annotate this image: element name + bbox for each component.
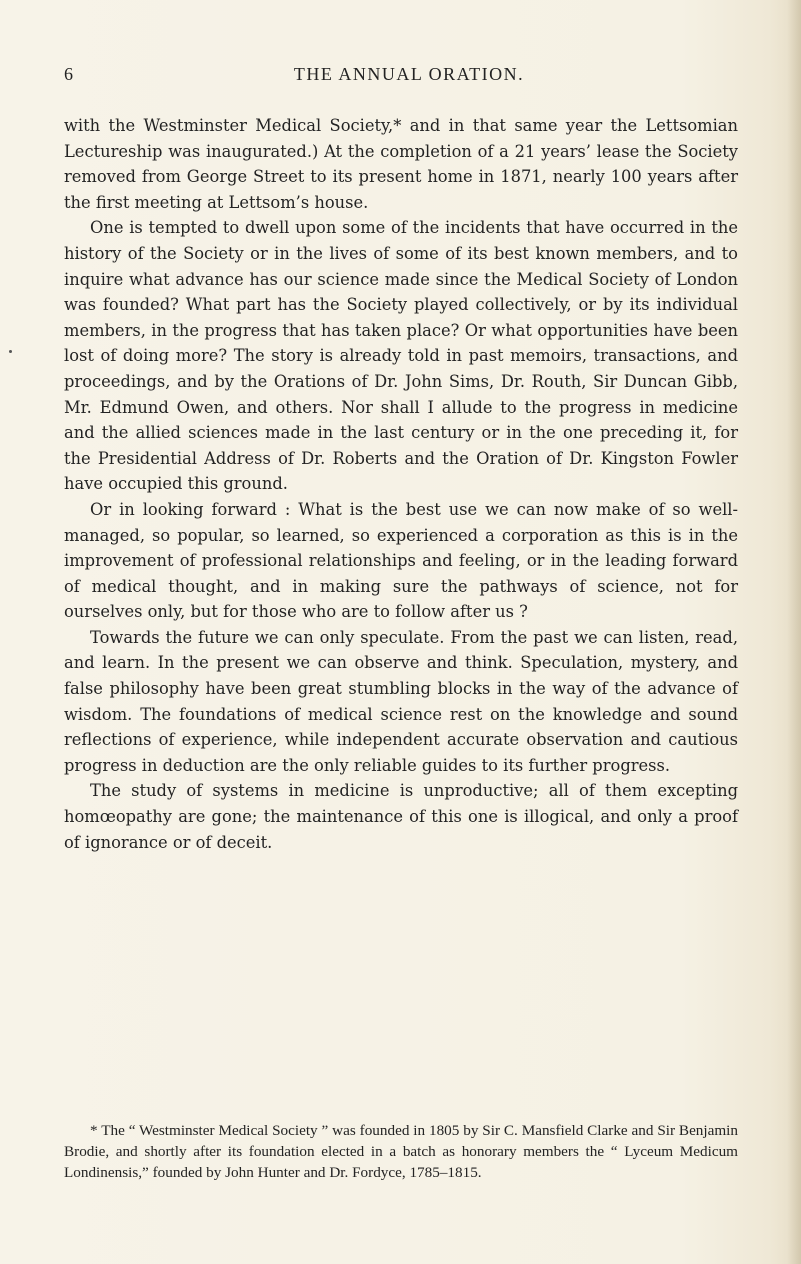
margin-mark [9, 350, 12, 353]
page-number: 6 [64, 64, 74, 84]
page-edge-shadow [787, 0, 801, 1264]
paragraph-4: Towards the future we can only speculate. From the past we can listen, read, and learn. In the present we can observe and think. Speculation, mystery, and false philosophy have been great stumbling blocks in the way of the advance of wisdom. The foundations of medical science rest on the knowledge and sound reflections of experience, while independent accurate observation and cautious progress in deduction are the only reliable guides to its further progress. [64, 627, 738, 775]
footnote: * The “ Westminster Medical Society ” was founded in 1805 by Sir C. Mansfield Clarke and Sir Benjamin Brodie, and shortly after its foundation elected in a batch as honorary members the “ Lyceum Medicum Londinensis,” founded by John Hunter and Dr. Fordyce, 1785–1815. [64, 1122, 738, 1182]
body-text [64, 113, 738, 855]
paragraph-2: One is tempted to dwell upon some of the incidents that have occurred in the history of the Society or in the lives of some of its best known members, and to inquire what advance has our science made since the Medical Society of London was founded? What part has the Society played collectively, or by its individual members, in the progress that has taken place? Or what opportunities have been lost of doing more? The story is already told in past memoirs, transactions, and proceedings, and by the Orations of Dr. John Sims, Dr. Routh, Sir Duncan Gibb, Mr. Edmund Owen, and others. Nor shall I allude to the progress in medicine and the allied sciences made in the last century or in the one preceding it, for the Presidential Address of Dr. Roberts and the Oration of Dr. Kingston Fowler have occupied this ground. [64, 218, 738, 494]
running-head: THE ANNUAL ORATION. [293, 64, 525, 84]
page-header [64, 64, 754, 94]
paragraph-5: The study of systems in medicine is unproductive; all of them excepting homœopathy are gone; the maintenance of this one is illogical, and only a proof of ignorance or of deceit. [64, 781, 738, 852]
paragraph-3: Or in looking forward : What is the best use we can now make of so well-managed, so popular, so learned, so experienced a corporation as this is in the improvement of professional relationships and feeling, or in the leading forward of medical thought, and in making sure the pathways of science, not for ourselves only, but for those who are to follow after us ? [64, 499, 738, 622]
paragraph-1: with the Westminster Medical Society,* and in that same year the Lettsomian Lectureship was inaugurated.) At the completion of a 21 years’ lease the Society removed from George Street to its present home in 1871, nearly 100 years after the first meeting at Lettsom’s house. [64, 116, 738, 212]
